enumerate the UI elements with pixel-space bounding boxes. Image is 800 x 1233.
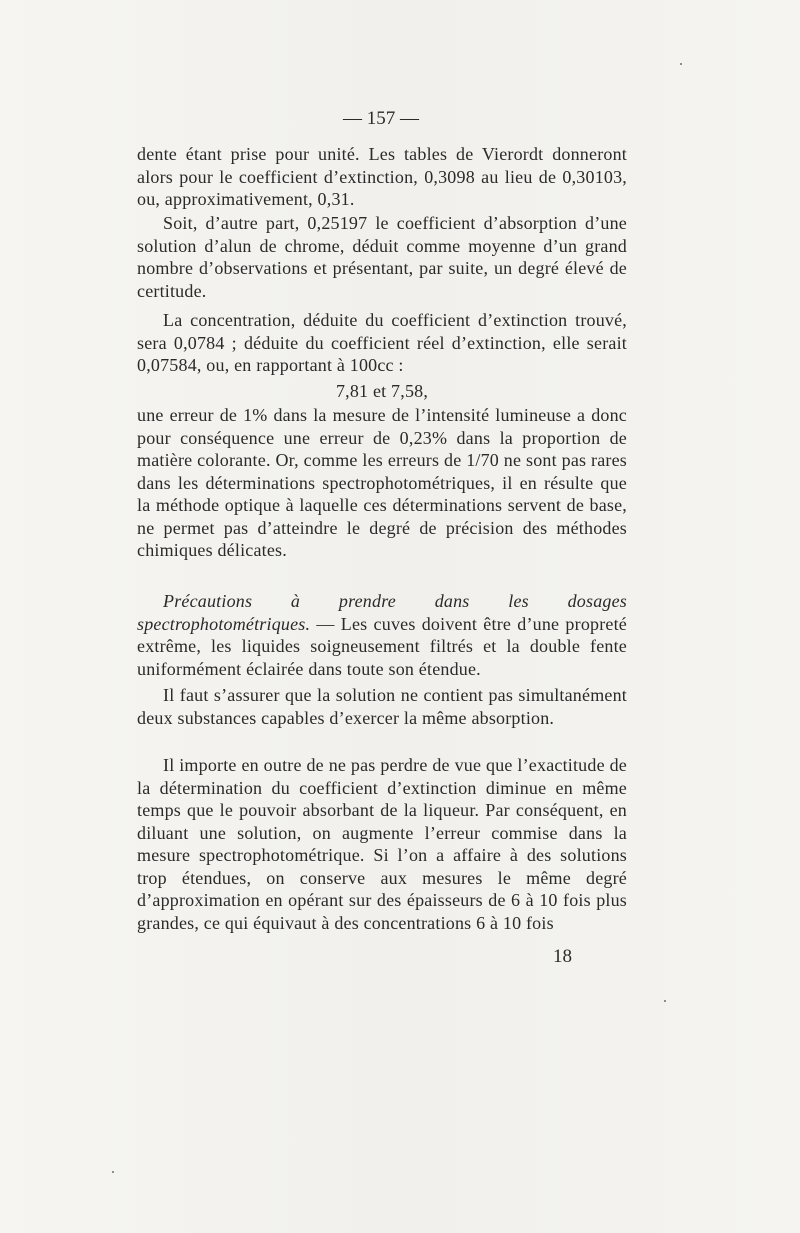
section-heading: Précautions à prendre dans les dosages spectrophotométriques. [137, 591, 627, 634]
paragraph-7-block [137, 754, 627, 934]
paragraph-6: Il faut s’assurer que la solution ne contient pas simultanément deux substances capables d’exercer la même absorption. [137, 685, 627, 728]
paragraph-4: une erreur de 1% dans la mesure de l’intensité lumineuse a donc pour conséquence une erreur de 0,23% dans la proportion de matière colorante. Or, comme les erreurs de 1/70 ne sont pas rares dans les déterminations spectrophotométriques, il en résulte que la méthode optique à laquelle ces déterminations servent de base, ne permet pas d’atteindre le degré de précision des méthodes chimiques délicates. [137, 405, 627, 560]
equation-line: 7,81 et 7,58, [335, 381, 429, 401]
paper-speck [680, 63, 682, 65]
sheet-number: 18 [553, 946, 572, 967]
paragraph-2-block [137, 212, 627, 302]
paragraph-3: La concentration, déduite du coefficient d’extinction trouvé, sera 0,0784 ; déduite du coefficient réel d’extinction, elle serait 0,07584, ou, en rapportant à 100cc : [137, 310, 627, 375]
paragraph-1: dente étant prise pour unité. Les tables de Vierordt donneront alors pour le coefficient d’extinction, 0,3098 au lieu de 0,30103, ou, approximativement, 0,31. [137, 144, 627, 209]
paragraph-5-block [137, 590, 627, 680]
paragraph-6-block [137, 684, 627, 729]
paragraph-2: Soit, d’autre part, 0,25197 le coefficient d’absorption d’une solution d’alun de chrome, déduit comme moyenne d’un grand nombre d’observations et présentant, par suite, un degré élevé de certitude. [137, 213, 627, 301]
paragraph-3-block [137, 309, 627, 377]
paragraph-1-block [137, 143, 627, 211]
section-heading-body: — Les cuves doivent être d’une propreté extrême, les liquides soigneusement filtrés et la double fente uniformément éclairée dans toute son étendue. [137, 613, 627, 679]
equation-block [137, 380, 627, 403]
paper-speck [112, 1171, 114, 1173]
paragraph-7: Il importe en outre de ne pas perdre de vue que l’exactitude de la détermination du coefficient d’extinction diminue en même temps que le pouvoir absorbant de la liqueur. Par conséquent, en diluant une solution, on augmente l’erreur commise dans la mesure spectrophotométrique. Si l’on a affaire à des solutions trop étendues, on conserve aux mesures le même degré d’approximation en opérant sur des épaisseurs de 6 à 10 fois plus grandes, ce qui équivaut à des concentrations 6 à 10 fois [137, 755, 627, 933]
paragraph-4-block [137, 404, 627, 562]
paper-speck [664, 1000, 666, 1002]
paragraph-5 [137, 590, 627, 680]
page-number: — 157 — [343, 108, 419, 129]
